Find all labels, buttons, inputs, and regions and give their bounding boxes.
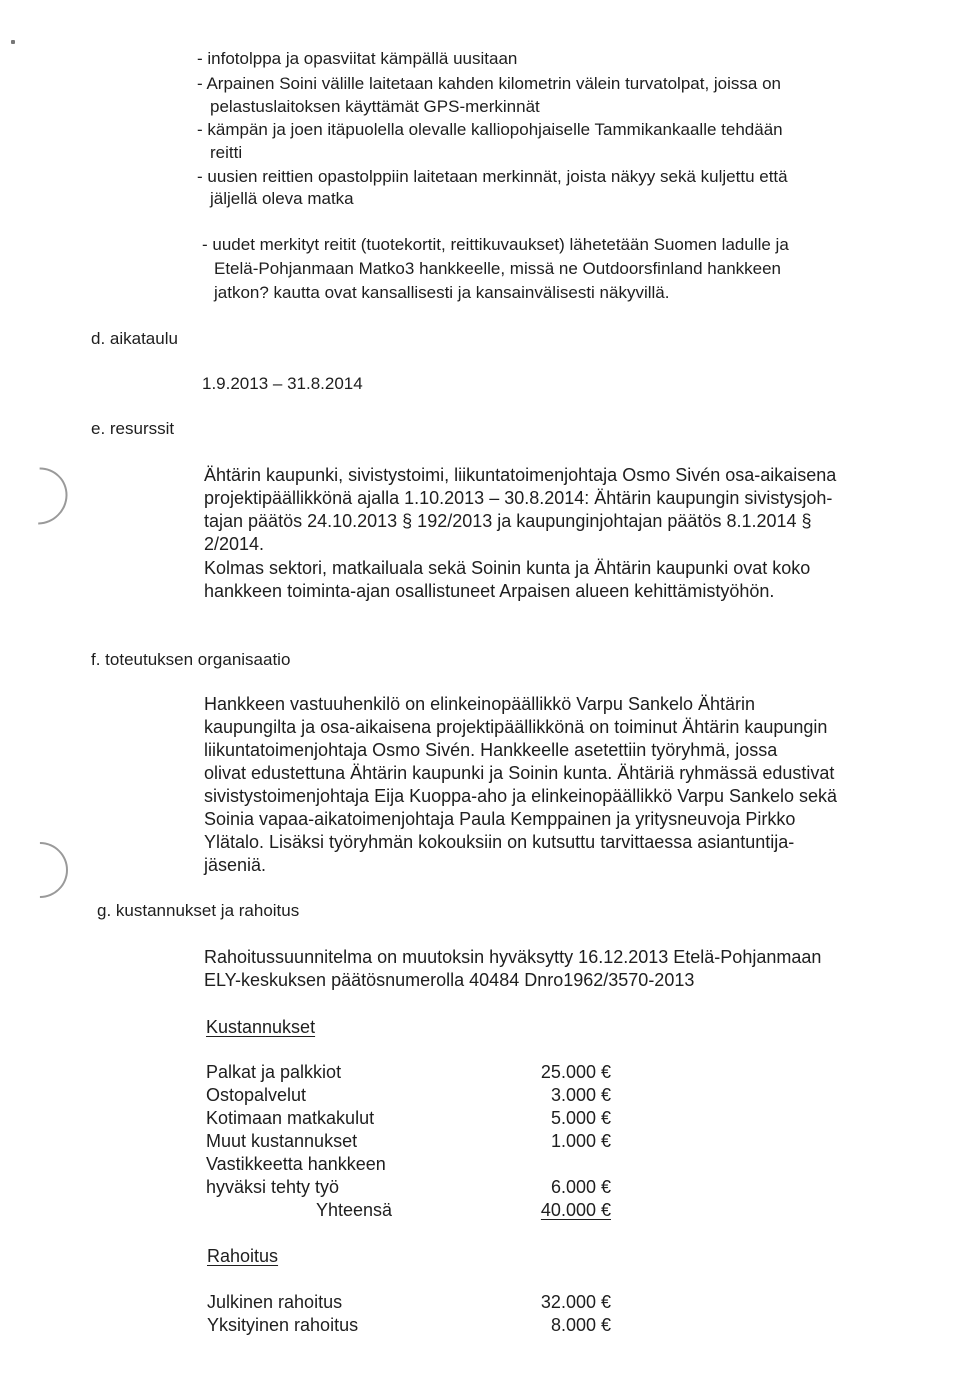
cost-amount: 5.000 € xyxy=(550,1108,611,1128)
section-heading-schedule: d. aikataulu xyxy=(91,329,178,348)
scan-mark xyxy=(11,40,15,44)
paragraph-line: Rahoitussuunnitelma on muutoksin hyväksytty 16.12.2013 Etelä-Pohjanmaan xyxy=(204,947,822,967)
cost-label: Muut kustannukset xyxy=(206,1131,358,1151)
cost-amount: 25.000 € xyxy=(540,1062,611,1082)
funding-label: Yksityinen rahoitus xyxy=(207,1315,359,1335)
paragraph-line: sivistystoimenjohtaja Eija Kuoppa-aho ja elinkeinopäällikkö Varpu Sankelo sekä xyxy=(204,786,838,806)
cost-amount: 1.000 € xyxy=(550,1131,611,1151)
bullet-line: jatkon? kautta ovat kansallisesti ja kansainvälisesti näkyvillä. xyxy=(214,283,670,302)
cost-amount: 6.000 € xyxy=(550,1177,611,1197)
bullet-line: pelastuslaitoksen käyttämät GPS-merkinnät xyxy=(210,97,540,116)
costs-heading: Kustannukset xyxy=(206,1017,316,1037)
bullet-line: reitti xyxy=(210,143,243,162)
paragraph-line: ELY-keskuksen päätösnumerolla 40484 Dnro1962/3570-2013 xyxy=(204,970,695,990)
paragraph-line: projektipäällikkönä ajalla 1.10.2013 – 30.8.2014: Ähtärin kaupungin sivistysjoh- xyxy=(204,488,833,508)
cost-label: Vastikkeetta hankkeen xyxy=(206,1154,386,1174)
funding-label: Julkinen rahoitus xyxy=(207,1292,343,1312)
punch-hole-mark xyxy=(0,830,79,909)
bullet-line: Etelä-Pohjanmaan Matko3 hankkeelle, missä ne Outdoorsfinland hankkeen xyxy=(214,259,782,278)
paragraph-line: Kolmas sektori, matkailuala sekä Soinin kunta ja Ähtärin kaupunki ovat koko xyxy=(204,558,811,578)
funding-heading: Rahoitus xyxy=(207,1246,279,1266)
cost-label: Ostopalvelut xyxy=(206,1085,307,1105)
section-heading-costs-funding: g. kustannukset ja rahoitus xyxy=(97,901,300,920)
schedule-value: 1.9.2013 – 31.8.2014 xyxy=(202,374,363,393)
bullet-line: - uusien reittien opastolppiin laitetaan merkinnät, joista näkyy sekä kuljettu että xyxy=(197,167,788,186)
paragraph-line: Ähtärin kaupunki, sivistystoimi, liikuntatoimenjohtaja Osmo Sivén osa-aikaisena xyxy=(204,465,837,485)
section-heading-organisation: f. toteutuksen organisaatio xyxy=(91,650,291,669)
paragraph-line: Hankkeen vastuuhenkilö on elinkeinopäällikkö Varpu Sankelo Ähtärin xyxy=(204,694,756,714)
paragraph-line: liikuntatoimenjohtaja Osmo Sivén. Hankkeelle asetettiin työryhmä, jossa xyxy=(204,740,778,760)
bullet-line: - infotolppa ja opasviitat kämpällä uusitaan xyxy=(197,49,518,68)
paragraph-line: jäseniä. xyxy=(204,855,267,875)
bullet-line: jäljellä oleva matka xyxy=(210,189,354,208)
cost-label: Palkat ja palkkiot xyxy=(206,1062,342,1082)
paragraph-line: tajan päätös 24.10.2013 § 192/2013 ja kaupunginjohtajan päätös 8.1.2014 § xyxy=(204,511,812,531)
punch-hole-mark xyxy=(0,456,79,537)
paragraph-line: kaupungilta ja osa-aikaisena projektipäällikkönä on toiminut Ähtärin kaupungin xyxy=(204,717,828,737)
cost-total-label: Yhteensä xyxy=(316,1200,393,1220)
paragraph-line: hankkeen toiminta-ajan osallistuneet Arpaisen alueen kehittämistyöhön. xyxy=(204,581,775,601)
paragraph-line: Ylätalo. Lisäksi työryhmän kokouksiin on kutsuttu tarvittaessa asiantuntija- xyxy=(204,832,795,852)
bullet-line: - kämpän ja joen itäpuolella olevalle kalliopohjaiselle Tammikankaalle tehdään xyxy=(197,120,783,139)
cost-label: Kotimaan matkakulut xyxy=(206,1108,375,1128)
funding-amount: 8.000 € xyxy=(550,1315,611,1335)
funding-amount: 32.000 € xyxy=(540,1292,611,1312)
bullet-line: - Arpainen Soini välille laitetaan kahden kilometrin välein turvatolpat, joissa on xyxy=(197,74,782,93)
cost-label: hyväksi tehty työ xyxy=(206,1177,340,1197)
paragraph-line: olivat edustettuna Ähtärin kaupunki ja Soinin kunta. Ähtäriä ryhmässä edustivat xyxy=(204,763,835,783)
bullet-line: - uudet merkityt reitit (tuotekortit, reittikuvaukset) lähetetään Suomen ladulle ja xyxy=(202,235,789,254)
cost-total-amount: 40.000 € xyxy=(540,1200,611,1220)
cost-amount: 3.000 € xyxy=(550,1085,611,1105)
paragraph-line: 2/2014. xyxy=(204,534,265,554)
paragraph-line: Soinia vapaa-aikatoimenjohtaja Paula Kemppainen ja yritysneuvoja Pirkko xyxy=(204,809,796,829)
section-heading-resources: e. resurssit xyxy=(91,419,175,438)
